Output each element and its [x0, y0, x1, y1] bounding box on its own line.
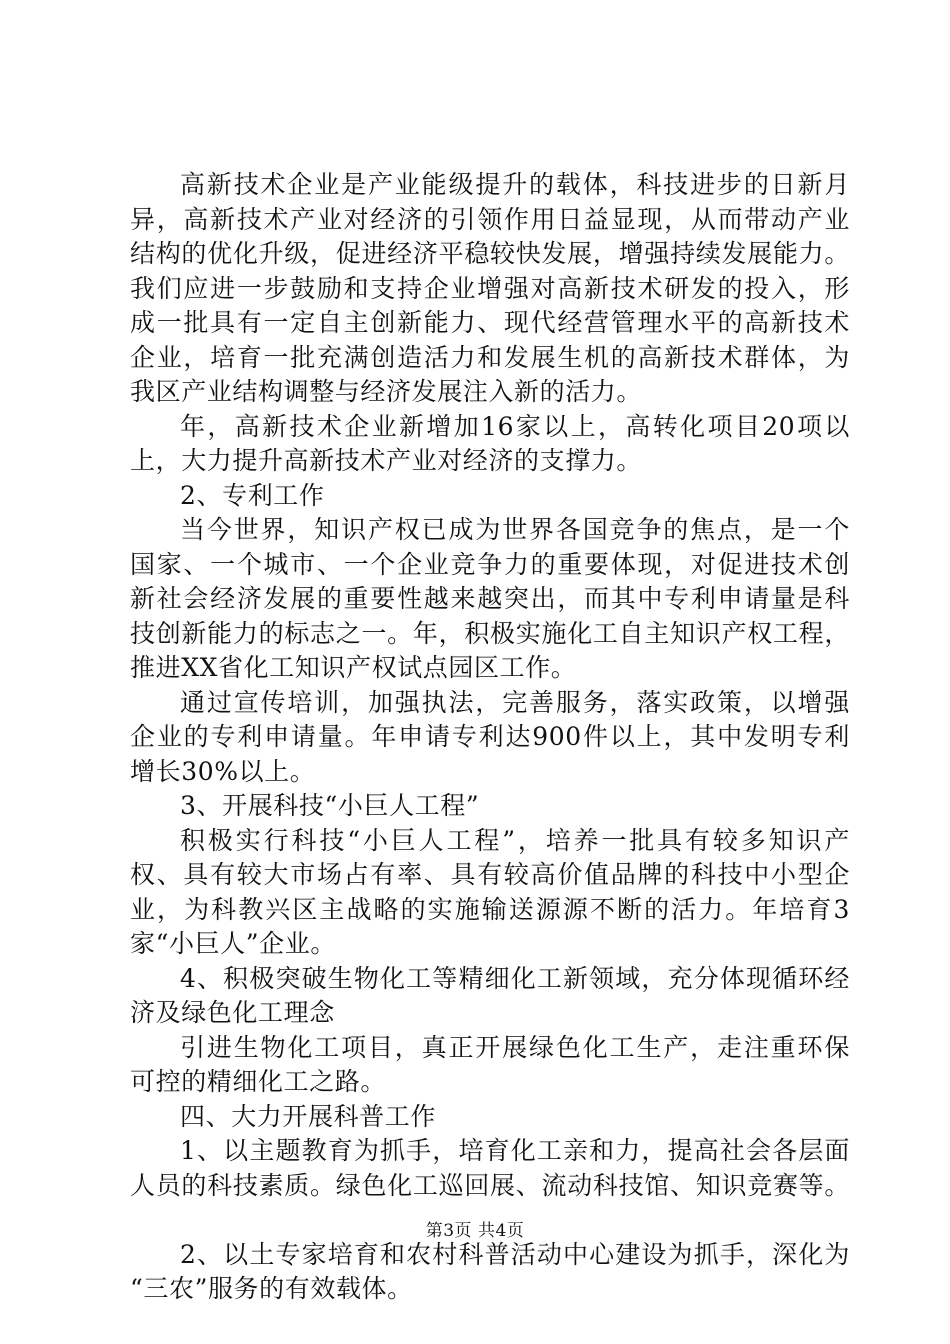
section-heading: 3、开展科技“小巨人工程” [180, 791, 480, 820]
paragraph-line: 引进生物化工项目，真正开展绿色化工生产，走注重环保 [180, 1032, 850, 1062]
paragraph-line: 国家、一个城市、一个企业竞争力的重要体现，对促进技术创 [130, 549, 850, 579]
paragraph-line: 年，高新技术企业新增加16家以上，高转化项目20项以 [180, 411, 850, 441]
paragraph-line: 成一批具有一定自主创新能力、现代经营管理水平的高新技术 [130, 308, 850, 337]
paragraph-line: 积极实行科技“小巨人工程”，培养一批具有较多知识产 [180, 825, 850, 855]
paragraph-line: 权、具有较大市场占有率、具有较高价值品牌的科技中小型企 [130, 860, 850, 889]
page-number: 第3页 共4页 [425, 1221, 525, 1241]
paragraph-line: 技创新能力的标志之一。年，积极实施化工自主知识产权工程， [130, 618, 850, 648]
paragraph-line: 我们应进一步鼓励和支持企业增强对高新技术研发的投入，形 [130, 273, 850, 303]
paragraph-line: 业，为科教兴区主战略的实施输送源源不断的活力。年培育3 [130, 894, 850, 924]
paragraph-line: 结构的优化升级，促进经济平稳较快发展，增强持续发展能力。 [130, 239, 850, 268]
paragraph-line: 高新技术企业是产业能级提升的载体，科技进步的日新月 [180, 170, 850, 199]
paragraph-line: 上，大力提升高新技术产业对经济的支撑力。 [130, 446, 643, 475]
paragraph-line: 企业，培育一批充满创造活力和发展生机的高新技术群体，为 [130, 342, 850, 372]
paragraph-line: 人员的科技素质。绿色化工巡回展、流动科技馆、知识竞赛等。 [130, 1170, 850, 1200]
section-heading: 4、积极突破生物化工等精细化工新领域，充分体现循环经 [180, 963, 850, 993]
paragraph-line: 推进XX省化工知识产权试点园区工作。 [130, 653, 577, 682]
paragraph-line: 2、以土专家培育和农村科普活动中心建设为抓手，深化为 [180, 1239, 850, 1269]
paragraph-line: 增长30%以上。 [130, 756, 316, 786]
paragraph-line: 新社会经济发展的重要性越来越突出，而其中专利申请量是科 [130, 584, 850, 613]
section-heading: 2、专利工作 [180, 480, 325, 510]
paragraph-line: 可控的精细化工之路。 [130, 1067, 387, 1096]
paragraph-line: 当今世界，知识产权已成为世界各国竞争的焦点，是一个 [180, 515, 850, 544]
section-heading: 济及绿色化工理念 [130, 998, 335, 1027]
paragraph-line: 企业的专利申请量。年申请专利达900件以上，其中发明专利 [130, 722, 850, 751]
paragraph-line: 我区产业结构调整与经济发展注入新的活力。 [130, 377, 643, 406]
document-body [130, 168, 850, 1307]
paragraph-line: 1、以主题教育为抓手，培育化工亲和力，提高社会各层面 [180, 1136, 850, 1165]
section-heading: 四、大力开展科普工作 [180, 1101, 437, 1131]
paragraph-line: 家“小巨人”企业。 [130, 929, 336, 958]
paragraph-line: 通过宣传培训，加强执法，完善服务，落实政策，以增强 [180, 687, 850, 717]
paragraph-line: “三农”服务的有效载体。 [130, 1274, 413, 1303]
paragraph-line: 异，高新技术产业对经济的引领作用日益显现，从而带动产业 [130, 204, 850, 234]
